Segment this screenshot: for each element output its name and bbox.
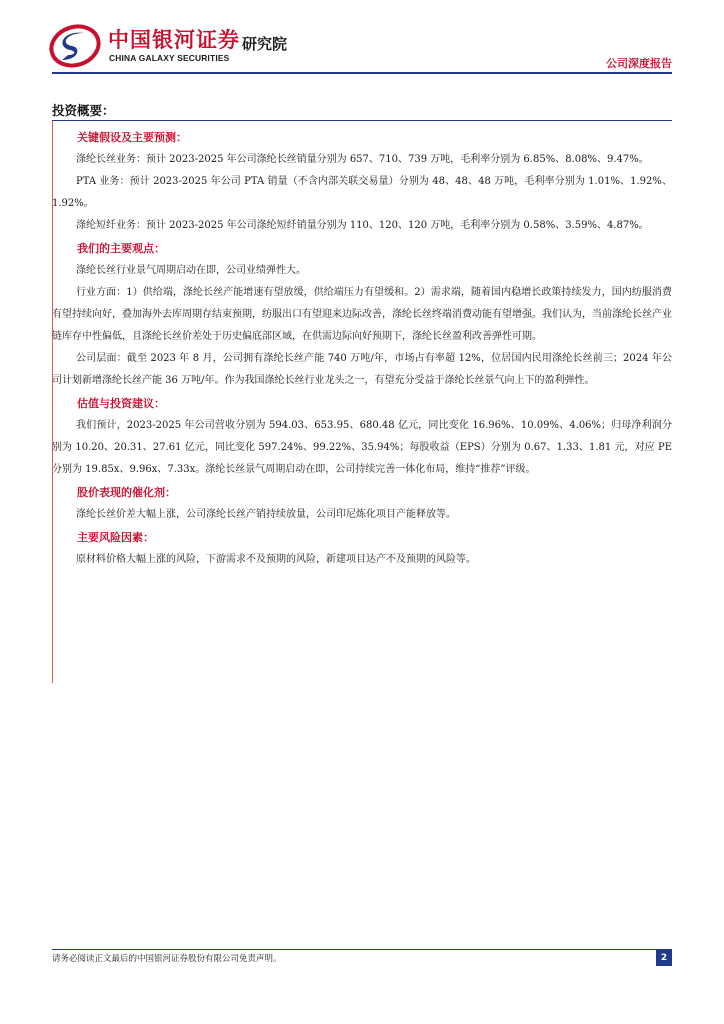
- subsection-heading: 主要风险因素：: [77, 531, 154, 544]
- paragraph: 公司层面：截至 2023 年 8 月，公司拥有涤纶长丝产能 740 万吨/年，市场占有率超 12%，位居国内民用涤纶长丝前三；2024 年公司计划新增涤纶长丝产能 36 万吨/年。作为我国涤纶长丝行业龙头之一，有望充分受益于涤纶长丝景气向上下的盈利弹性。: [52, 353, 672, 386]
- summary-content: [52, 127, 672, 571]
- logo-chinese-name: 中国银河证券: [108, 28, 240, 52]
- subsection-heading: 我们的主要观点：: [77, 242, 165, 255]
- logo-english-name: CHINA GALAXY SECURITIES: [109, 53, 230, 63]
- paragraph: 涤纶长丝行业景气周期启动在即，公司业绩弹性大。: [76, 265, 306, 276]
- section-divider: [52, 120, 672, 121]
- page-header: [0, 0, 724, 80]
- report-type-label: 公司深度报告: [606, 57, 672, 70]
- footer-disclaimer: 请务必阅读正文最后的中国银河证券股份有限公司免责声明。: [52, 954, 282, 964]
- subsection-heading: 估值与投资建议：: [77, 397, 165, 410]
- page-number: 2: [656, 950, 672, 966]
- paragraph: 涤纶长丝业务：预计 2023-2025 年公司涤纶长丝销量分别为 657、710、739 万吨，毛利率分别为 6.85%、8.08%、9.47%。: [76, 154, 649, 165]
- footer-divider: [52, 949, 672, 950]
- paragraph: 涤纶长丝价差大幅上涨，公司涤纶长丝产销持续放量，公司印尼炼化项目产能释放等。: [76, 509, 456, 520]
- paragraph: PTA 业务：预计 2023-2025 年公司 PTA 销量（不含内部关联交易量）分别为 48、48、48 万吨，毛利率分别为 1.01%、1.92%、1.92%。: [52, 176, 672, 209]
- subsection-heading: 股价表现的催化剂：: [77, 486, 176, 499]
- paragraph: 行业方面：1）供给端，涤纶长丝产能增速有望放缓，供给端压力有望缓和。2）需求端，随着国内稳增长政策持续发力，国内纺服消费有望持续向好，叠加海外去库周期存结束预期，纺服出口有望迎来边际改善，涤纶长丝终端消费动能有望增强。我们认为，当前涤纶长丝产业链库存中性偏低，且涤纶长丝价差处于历史偏底部区域，在供需边际向好预期下，涤纶长丝盈利改善弹性可期。: [52, 287, 672, 342]
- paragraph: 原材料价格大幅上涨的风险，下游需求不及预期的风险，新建项目达产不及预期的风险等。: [76, 554, 476, 565]
- header-divider: [52, 72, 672, 74]
- paragraph: 我们预计，2023-2025 年公司营收分别为 594.03、653.95、680.48 亿元，同比变化 16.96%、10.09%、4.06%；归母净利润分别为 10.20、20.31、27.61 亿元，同比变化 597.24%、99.22%、35.94%；每股收益（EPS）分别为 0.67、1.33、1.81 元，对应 PE 分别为 19.85x、9.96x、7.33x。涤纶长丝景气周期启动在即，公司持续完善一体化布局，维持“推荐”评级。: [52, 420, 672, 475]
- paragraph: 涤纶短纤业务：预计 2023-2025 年公司涤纶短纤销量分别为 110、120、120 万吨，毛利率分别为 0.58%、3.59%、4.87%。: [76, 220, 649, 231]
- institute-name: 研究院: [242, 35, 288, 53]
- galaxy-logo-icon: [48, 24, 102, 68]
- section-title: 投资概要：: [52, 103, 115, 118]
- subsection-heading: 关键假设及主要预测：: [77, 131, 187, 144]
